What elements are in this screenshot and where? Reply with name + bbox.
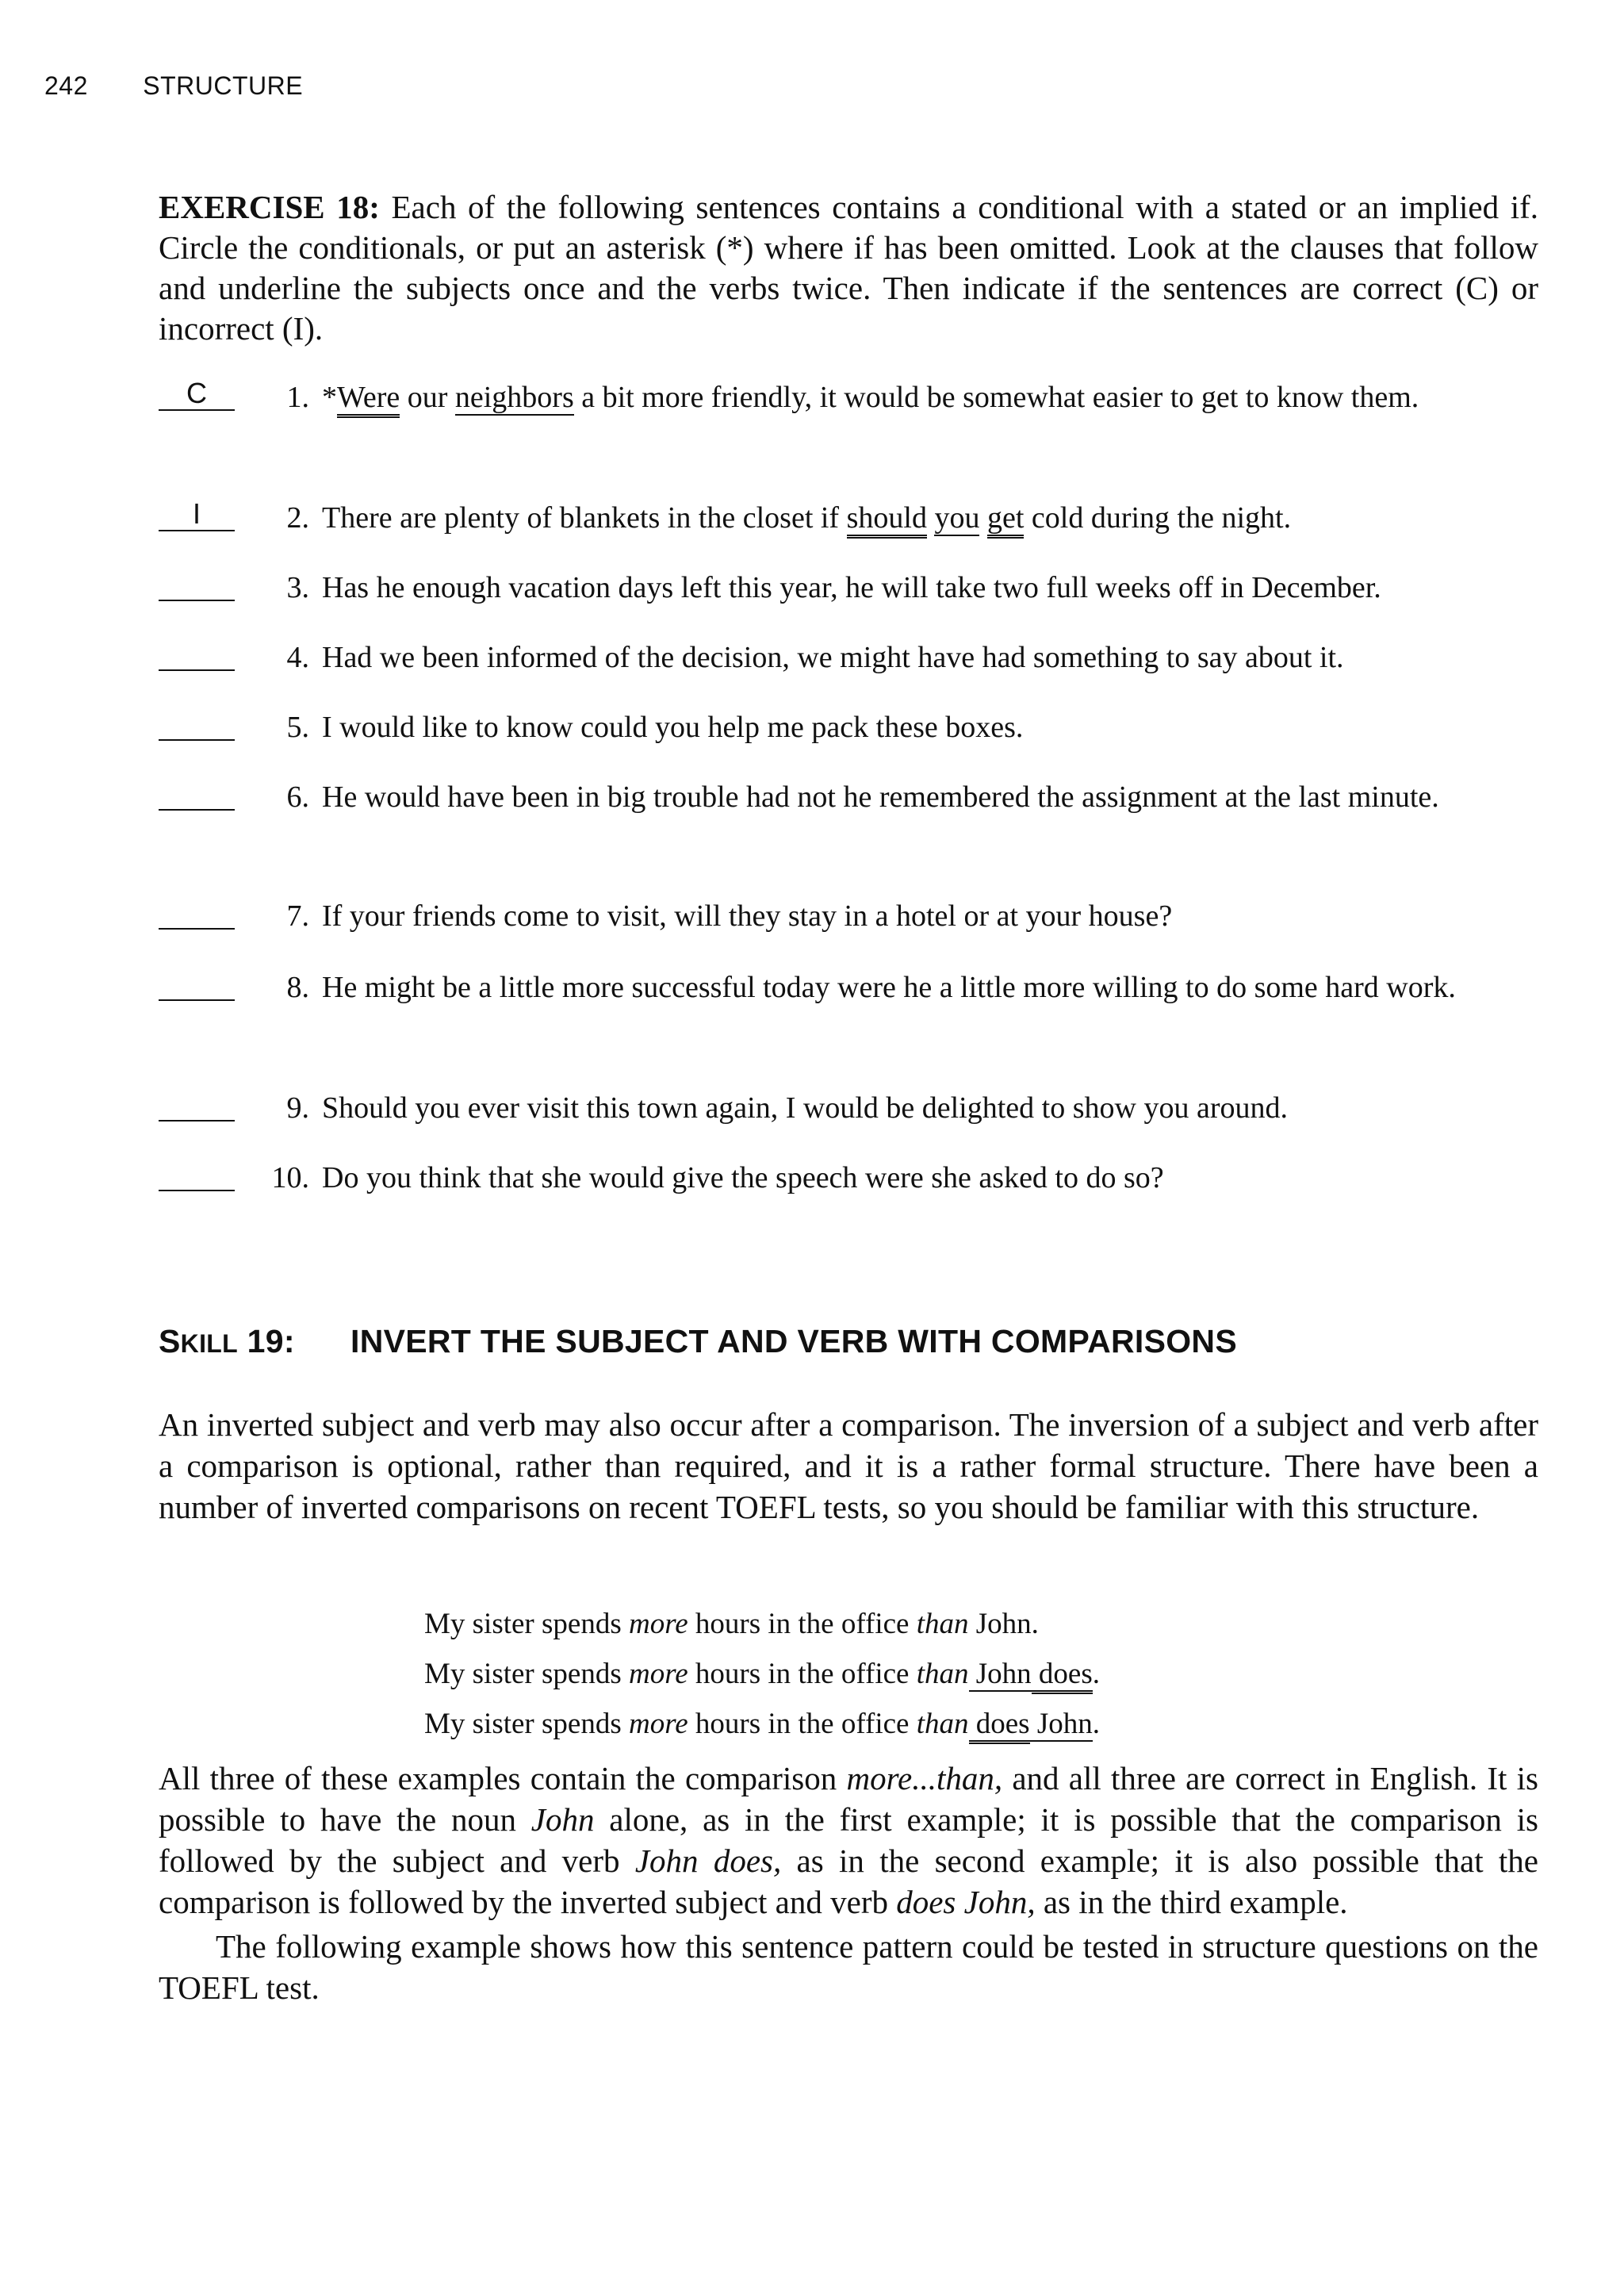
italic-phrase: John does,: [634, 1842, 782, 1879]
item-number: 3.: [286, 571, 309, 604]
text-segment: .: [1092, 1708, 1100, 1740]
skill-label-initial: S: [159, 1323, 181, 1359]
italic-word: than: [916, 1708, 969, 1740]
page-number: 242: [44, 71, 88, 100]
text-segment: John: [968, 1608, 1032, 1640]
item-text: Has he enough vacation days left this year, he will take two full weeks off in December.: [322, 571, 1381, 604]
italic-word: more: [628, 1708, 688, 1740]
verb-underline: Were: [337, 381, 400, 418]
page-header: [44, 71, 303, 101]
text-segment: our: [400, 381, 455, 414]
item-number: 6.: [286, 780, 309, 814]
example-sentences: [424, 1599, 1100, 1749]
answer-blank-8[interactable]: [159, 968, 235, 1001]
subject-underline: you: [934, 501, 980, 535]
text-segment: as in the second example; it is also possible that the comparison is followed by the inverted subject and verb: [159, 1842, 1538, 1920]
italic-word: more: [628, 1658, 688, 1690]
answer-blank-4[interactable]: [159, 638, 235, 671]
asterisk: *: [322, 381, 337, 414]
answer-blank-10[interactable]: [159, 1158, 235, 1191]
italic-word: than: [916, 1608, 969, 1640]
item-number: 8.: [286, 971, 309, 1004]
skill-heading: [159, 1323, 1538, 1360]
body-paragraph-3: The following example shows how this sentence pattern could be tested in structure questions on the TOEFL test.: [159, 1928, 1538, 2006]
item-text: [322, 373, 1559, 422]
item-number: 9.: [286, 1091, 309, 1125]
subject-underline: neighbors: [454, 381, 574, 414]
skill-number: 19:: [247, 1323, 295, 1359]
item-text: He would have been in big trouble had not he remembered the assignment at the last minute.: [322, 780, 1439, 814]
item-number: 4.: [286, 641, 309, 674]
answer-blank-3[interactable]: [159, 568, 235, 601]
text-segment: and all three are correct in English. It is possible to have the noun: [159, 1760, 1538, 1838]
text-segment: All three of these examples contain the comparison: [159, 1760, 847, 1796]
item-text: Had we been informed of the decision, we might have had something to say about it.: [322, 641, 1344, 674]
answer-blank-7[interactable]: [159, 896, 235, 930]
text-segment: alone, as in the first example; it is possible that the comparison is followed by the subject and verb: [159, 1801, 1538, 1879]
text-segment: My sister spends: [424, 1658, 629, 1690]
italic-word: than: [916, 1658, 969, 1690]
text-segment: hours in the office: [688, 1708, 917, 1740]
italic-phrase: John: [530, 1801, 595, 1838]
text-segment: My sister spends: [424, 1708, 629, 1740]
verb-underline: get: [987, 501, 1024, 539]
body-paragraph-1: An inverted subject and verb may also occur after a comparison. The inversion of a subject and verb after a comparison is optional, rather than required, and it is a rather formal structure. There have been a number of inverted comparisons on recent TOEFL tests, so you should be familiar with this structure.: [159, 1406, 1538, 1525]
item-text: Should you ever visit this town again, I would be delighted to show you around.: [322, 1091, 1288, 1125]
text-segment: My sister spends: [424, 1608, 629, 1640]
item-number: 5.: [286, 711, 309, 744]
text-segment: .: [1092, 1658, 1100, 1690]
answer-blank-2[interactable]: I: [159, 498, 235, 531]
example-2: [424, 1649, 1100, 1699]
item-number: 7.: [286, 899, 309, 933]
body-paragraph-2: [159, 1758, 1538, 1923]
item-text: He might be a little more successful today were he a little more willing to do some hard work.: [322, 971, 1456, 1004]
text-segment: hours in the office: [688, 1658, 917, 1690]
item-text: If your friends come to visit, will they stay in a hotel or at your house?: [322, 899, 1173, 933]
section-title: STRUCTURE: [143, 71, 304, 100]
item-number: 10.: [271, 1161, 309, 1194]
subject-underline: John: [1029, 1708, 1093, 1740]
item-number: 1.: [286, 381, 309, 414]
example-1: [424, 1599, 1100, 1649]
skill-title: INVERT THE SUBJECT AND VERB WITH COMPARISONS: [350, 1323, 1237, 1359]
verb-underline: does: [969, 1708, 1030, 1744]
answer-blank-5[interactable]: [159, 707, 235, 741]
text-segment: .: [1031, 1608, 1039, 1640]
skill-label-rest: KILL: [180, 1329, 238, 1358]
text-segment: a bit more friendly, it would be somewhat easier to get to know them.: [573, 381, 1419, 414]
exercise-instructions: [159, 187, 1538, 349]
skill-label: [159, 1323, 350, 1360]
exercise-text: Each of the following sentences contains a conditional with a stated or an implied if. Circle the conditionals, or put an asterisk (*) where if has been omitted. Look at the clauses that follow and underline the subjects once and the verbs twice. Then indicate if the sentences are correct (C) or incorrect (I).: [159, 189, 1539, 347]
verb-underline: should: [847, 501, 927, 539]
item-number: 2.: [286, 501, 309, 535]
item-text: [322, 493, 1559, 543]
answer-blank-9[interactable]: [159, 1088, 235, 1121]
example-3: [424, 1699, 1100, 1749]
text-segment: hours in the office: [688, 1608, 917, 1640]
italic-phrase: more...than,: [846, 1760, 1003, 1796]
item-text: Do you think that she would give the speech were she asked to do so?: [322, 1161, 1164, 1194]
subject-underline: John: [968, 1658, 1032, 1690]
text-segment: as in the third example.: [1035, 1884, 1348, 1920]
text-segment: There are plenty of blankets in the closet if: [322, 501, 847, 535]
text-segment: [979, 501, 987, 535]
verb-underline: does: [1032, 1658, 1093, 1694]
answer-blank-1[interactable]: C: [159, 378, 235, 411]
item-text: I would like to know could you help me pack these boxes.: [322, 711, 1024, 744]
italic-word: more: [628, 1608, 688, 1640]
italic-phrase: does John,: [896, 1884, 1036, 1920]
answer-blank-6[interactable]: [159, 777, 235, 811]
exercise-title: EXERCISE 18:: [159, 189, 380, 225]
text-segment: cold during the night.: [1024, 501, 1292, 535]
